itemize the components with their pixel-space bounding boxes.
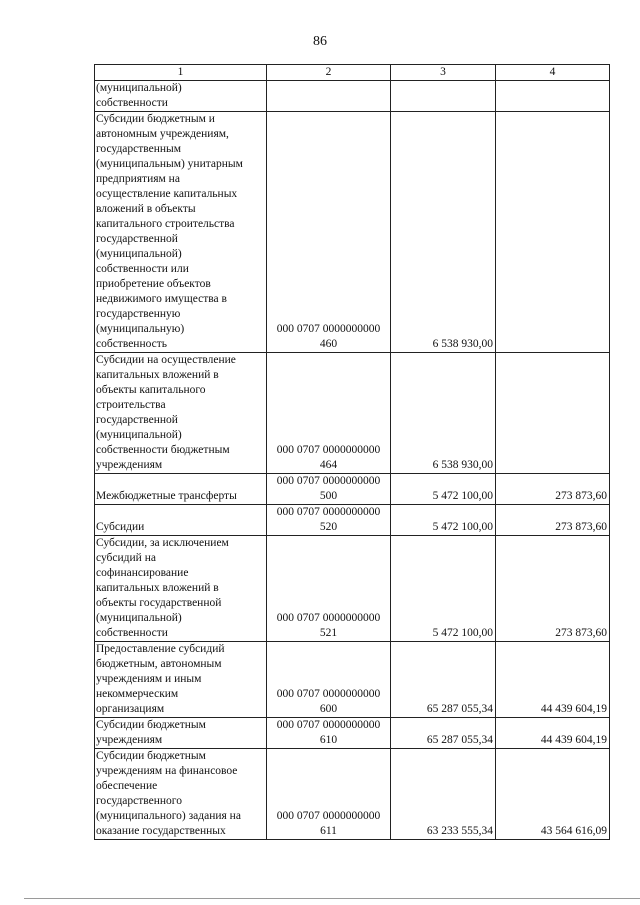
column-header-2: 2 [267,65,391,81]
budget-table [94,64,610,840]
row-name-line: Межбюджетные трансферты [96,490,237,502]
column-header-3: 3 [391,65,496,81]
row-code-cell [267,536,391,642]
row-code-line: 000 0707 0000000000 [276,719,381,731]
column-header-1: 1 [95,65,267,81]
row-name-line: оказание государственных [96,825,226,837]
table-header-row [95,65,610,81]
row-amount-col4 [496,81,610,112]
row-name-line: капитальных вложений в [96,582,219,594]
row-code-cell [267,749,391,840]
row-name-line: (муниципальной) [96,612,182,624]
row-amount-col4: 43 564 616,09 [496,749,610,840]
row-amount-col3: 65 287 055,34 [391,718,496,749]
row-code-cell [267,81,391,112]
row-code-line: 000 0707 0000000000 [276,688,381,700]
row-code-cell [267,718,391,749]
row-name-cell [95,505,267,536]
row-code-line: 521 [319,627,338,639]
row-code-line: 000 0707 0000000000 [276,612,381,624]
row-name-line: автономным учреждениям, [96,128,229,140]
row-code-line: 610 [319,734,338,746]
row-name-cell [95,353,267,474]
row-name-line: (муниципальным) унитарным [96,158,243,170]
row-name-line: вложений в объекты [96,203,196,215]
row-name-line: (муниципальной) [96,248,182,260]
table-row [95,474,610,505]
row-name-line: учреждениям [96,734,163,746]
row-code-line: 464 [319,459,338,471]
row-name-line: осуществление капитальных [96,188,238,200]
row-name-line: государственной [96,233,178,245]
row-name-line: организациям [96,703,165,715]
row-name-line: (муниципального) задания на [96,810,241,822]
row-name-line: капитального строительства [96,218,235,230]
row-code-line: 500 [319,490,338,502]
row-amount-col4: 44 439 604,19 [496,642,610,718]
row-code-line: 000 0707 0000000000 [276,506,381,518]
row-code-line: 000 0707 0000000000 [276,475,381,487]
row-name-line: собственности бюджетным [96,444,230,456]
row-amount-col3: 63 233 555,34 [391,749,496,840]
bottom-scan-line [24,898,640,899]
table-row [95,112,610,353]
column-header-4: 4 [496,65,610,81]
row-name-line: государственным [96,143,182,155]
row-name-line: Субсидии бюджетным и [96,113,215,125]
row-name-cell [95,749,267,840]
row-name-line: софинансирование [96,567,189,579]
row-name-cell [95,81,267,112]
row-name-line: объекты государственной [96,597,222,609]
table-row [95,81,610,112]
row-name-cell [95,474,267,505]
row-amount-col4: 273 873,60 [496,505,610,536]
row-code-line: 000 0707 0000000000 [276,444,381,456]
row-code-line: 611 [320,825,337,837]
row-name-line: собственности [96,627,168,639]
row-amount-col3: 5 472 100,00 [391,474,496,505]
table-row [95,353,610,474]
row-name-line: субсидий на [96,552,156,564]
table-row [95,749,610,840]
row-code-cell [267,505,391,536]
row-amount-col3: 5 472 100,00 [391,536,496,642]
row-name-cell [95,718,267,749]
row-name-line: (муниципальной) [96,82,182,94]
row-name-line: строительства [96,399,166,411]
row-name-line: государственного [96,795,182,807]
row-code-line: 000 0707 0000000000 [276,323,381,335]
row-name-line: Предоставление субсидий [96,643,225,655]
row-code-line: 460 [319,338,338,350]
row-name-line: учреждениям и иным [96,673,202,685]
row-code-line: 520 [319,521,338,533]
row-amount-col3: 65 287 055,34 [391,642,496,718]
row-name-cell [95,536,267,642]
row-name-line: объекты капитального [96,384,206,396]
row-name-line: собственности или [96,263,189,275]
row-name-line: собственности [96,97,168,109]
table-row [95,718,610,749]
row-name-line: Субсидии бюджетным [96,750,206,762]
row-name-line: бюджетным, автономным [96,658,222,670]
row-code-line: 000 0707 0000000000 [276,810,381,822]
row-name-line: Субсидии, за исключением [96,537,229,549]
row-amount-col4 [496,353,610,474]
row-name-line: учреждениям на финансовое [96,765,238,777]
table-row [95,642,610,718]
row-name-line: (муниципальную) [96,323,185,335]
row-name-line: государственной [96,414,178,426]
page-number: 86 [313,34,327,49]
row-name-line: Субсидии на осуществление [96,354,236,366]
row-amount-col3: 6 538 930,00 [391,353,496,474]
row-name-line: некоммерческим [96,688,179,700]
row-name-line: обеспечение [96,780,158,792]
row-code-cell [267,642,391,718]
table-row [95,505,610,536]
row-code-cell [267,112,391,353]
row-code-line: 600 [319,703,338,715]
row-code-cell [267,474,391,505]
row-name-line: приобретение объектов [96,278,211,290]
row-name-line: (муниципальной) [96,429,182,441]
row-name-line: учреждениям [96,459,163,471]
row-name-cell [95,112,267,353]
row-name-cell [95,642,267,718]
row-name-line: государственную [96,308,181,320]
row-amount-col3: 6 538 930,00 [391,112,496,353]
row-name-line: предприятиям на [96,173,180,185]
row-name-line: Субсидии [96,521,145,533]
row-amount-col4: 44 439 604,19 [496,718,610,749]
row-amount-col4 [496,112,610,353]
row-name-line: недвижимого имущества в [96,293,227,305]
row-name-line: капитальных вложений в [96,369,219,381]
row-code-cell [267,353,391,474]
row-amount-col4: 273 873,60 [496,474,610,505]
row-name-line: Субсидии бюджетным [96,719,206,731]
row-amount-col3 [391,81,496,112]
row-name-line: собственность [96,338,168,350]
table-row [95,536,610,642]
row-amount-col3: 5 472 100,00 [391,505,496,536]
row-amount-col4: 273 873,60 [496,536,610,642]
